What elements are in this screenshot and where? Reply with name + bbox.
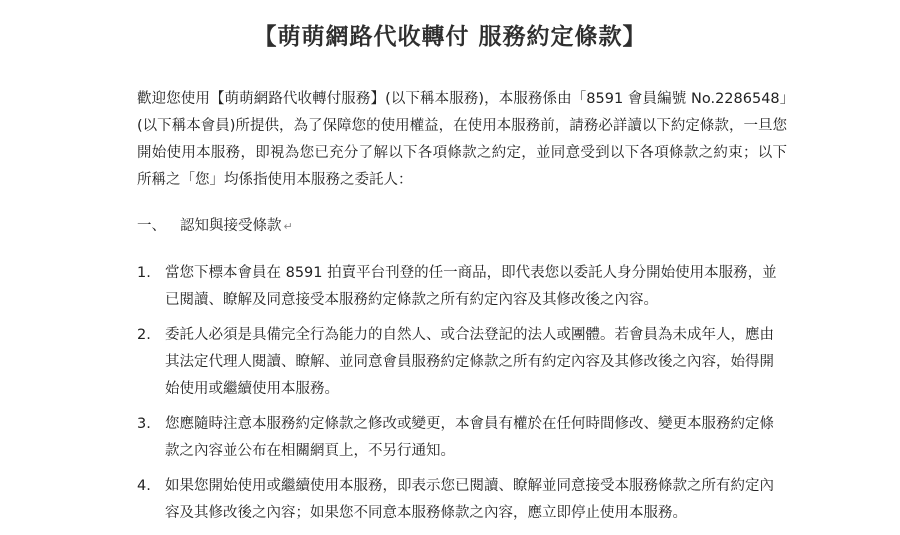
intro-paragraph: 歡迎您使用【萌萌網路代收轉付服務】(以下稱本服務)，本服務係由「8591 會員編號 No.2286548」(以下稱本會員)所提供，為了保障您的使用權益，在使用本服務前，請務必詳讀以下約定條款，一旦您開始使用本服務，即視為您已充分了解以下各項條款之約定，並同意受到以下各項條款之約束；以下所稱之「您」均係指使用本服務之委託人：	[137, 91, 787, 188]
clause-item	[137, 411, 787, 465]
clause-list	[137, 260, 787, 535]
section-heading	[137, 213, 293, 240]
clause-number: 3.	[137, 416, 151, 432]
section-heading-text: 認知與接受條款	[180, 218, 282, 234]
clause-text: 委託人必須是具備完全行為能力的自然人、或合法登記的法人或團體。若會員為未成年人，應由其法定代理人閱讀、瞭解、並同意會員服務約定條款之所有約定內容及其修改後之內容，始得開始使用或繼續使用本服務。	[165, 327, 774, 397]
clause-text: 當您下標本會員在 8591 拍賣平台刊登的任一商品，即代表您以委託人身分開始使用本服務，並已閱讀、瞭解及同意接受本服務約定條款之所有約定內容及其修改後之內容。	[165, 265, 777, 308]
clause-number: 1.	[137, 265, 151, 281]
clause-item	[137, 473, 787, 527]
clause-text: 您應隨時注意本服務約定條款之修改或變更，本會員有權於在任何時間修改、變更本服務約定條款之內容並公布在相關網頁上，不另行通知。	[165, 416, 774, 459]
clause-number: 4.	[137, 478, 151, 494]
document-title: 【萌萌網路代收轉付 服務約定條款】	[253, 24, 647, 50]
clause-number: 2.	[137, 327, 151, 343]
section-number: 一、	[137, 218, 166, 234]
clause-item	[137, 260, 787, 314]
clause-text: 如果您開始使用或繼續使用本服務，即表示您已閱讀、瞭解並同意接受本服務條款之所有約定內容及其修改後之內容；如果您不同意本服務條款之內容，應立即停止使用本服務。	[165, 478, 774, 521]
paragraph-mark: ↵	[283, 220, 293, 233]
clause-item	[137, 322, 787, 403]
